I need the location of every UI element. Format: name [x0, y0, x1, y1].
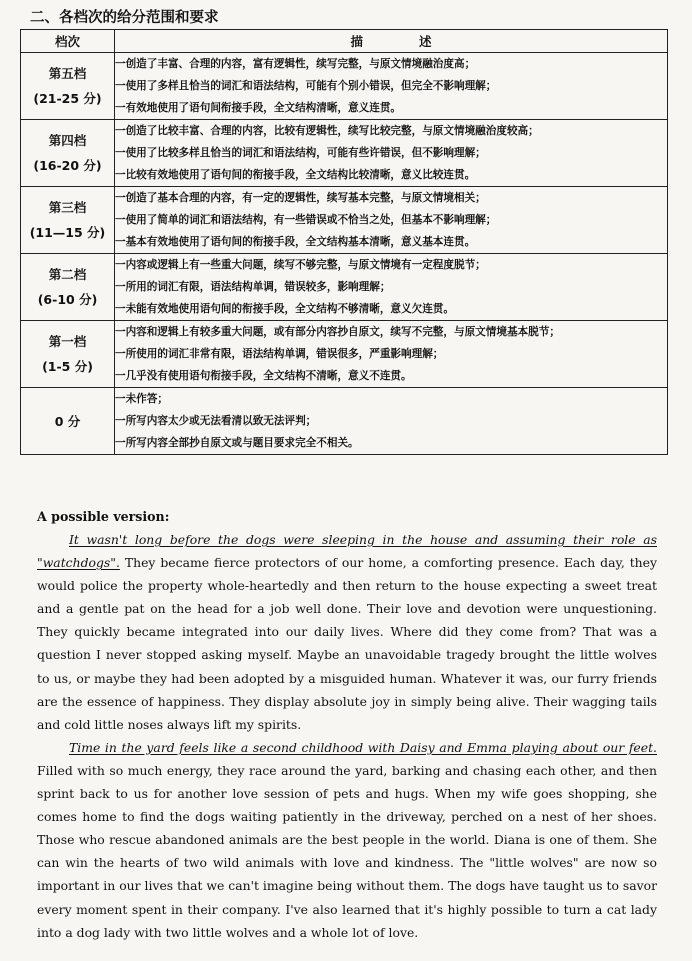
- level-cell: [21, 321, 115, 388]
- level-range: (21-25 分): [33, 91, 102, 106]
- level-range: (11—15 分): [29, 225, 106, 240]
- level-range: (1-5 分): [42, 359, 93, 374]
- description-line: 一内容或逻辑上有一些重大问题，续写不够完整，与原文情境有一定程度脱节；: [115, 259, 486, 271]
- paragraph-body: They became fierce protectors of our home, a comforting presence. Each day, they would police the property whole-heartedly and then return to the house expecting a sweet treat and a gentle pat on the head for a job well done. Their love and devotion were unquestioning. They quickly became integrated into our daily lives. Where did they come from? That was a question I never stopped asking myself. Maybe an unavoidable tragedy brought the little wolves to us, or maybe they had been adopted by a misguided human. Whatever it was, our furry friends are the essence of happiness. They display absolute joy in simply being alive. Their wagging tails and cold little noses always lift my spirits.: [37, 555, 657, 732]
- paragraph-lead-sentence: It wasn't long before the dogs were sleeping in the house and assuming their role as "watchdogs".: [37, 532, 657, 571]
- description-line: 一未能有效地使用语句间的衔接手段，全文结构不够清晰，意义欠连贯。: [115, 303, 454, 315]
- description-cell: [115, 120, 668, 187]
- level-range: (6-10 分): [37, 292, 98, 307]
- level-cell: [21, 388, 115, 455]
- table-row: [21, 120, 668, 187]
- level-name: 0 分: [54, 413, 81, 429]
- description-line: 一几乎没有使用语句衔接手段，全文结构不清晰，意义不连贯。: [115, 370, 412, 382]
- description-line: 一所用的词汇有限，语法结构单调，错误较多，影响理解；: [115, 281, 391, 293]
- table-row: [21, 321, 668, 388]
- description-line: 一所使用的词汇非常有限，语法结构单调，错误很多，严重影响理解；: [115, 348, 444, 360]
- description-cell: [115, 388, 668, 455]
- description-line: 一创造了比较丰富、合理的内容，比较有逻辑性，续写比较完整，与原文情境融治度较高；: [115, 125, 539, 137]
- table-row: [21, 187, 668, 254]
- description-line: 一内容和逻辑上有较多重大问题，或有部分内容抄自原文，续写不完整，与原文情境基本脱节；: [115, 326, 560, 338]
- level-name: 第四档: [48, 133, 87, 148]
- level-name: 第一档: [48, 334, 87, 349]
- description-line: 一使用了简单的词汇和语法结构，有一些错误或不恰当之处，但基本不影响理解；: [115, 214, 497, 226]
- level-name: 第五档: [48, 66, 87, 81]
- level-name: 第二档: [48, 267, 87, 282]
- scoring-rubric-table: [20, 29, 668, 455]
- description-cell: [115, 53, 668, 120]
- table-row: [21, 254, 668, 321]
- paragraph-lead-sentence: Time in the yard feels like a second childhood with Daisy and Emma playing about our feet.: [69, 739, 657, 755]
- description-line: 一使用了多样且恰当的词汇和语法结构，可能有个别小错误，但完全不影响理解；: [115, 80, 497, 92]
- section-title: 二、各档次的给分范围和要求: [30, 10, 219, 26]
- description-line: 一有效地使用了语句间衔接手段，全文结构清晰，意义连贯。: [115, 102, 402, 114]
- paragraph-body: Filled with so much energy, they race around the yard, barking and chasing each other, and then sprint back to us for another love session of pets and hugs. When my wife goes shopping, she comes home to find the dogs waiting patiently in the driveway, perched on a nest of her shoes. Those who rescue abandoned animals are the best people in the world. Diana is one of them. She can win the hearts of two wild animals with love and kindness. The "little wolves" are now so important in our lives that we can't imagine being without them. The dogs have taught us to savor every moment spent in their company. I've also learned that it's highly possible to turn a cat lady into a dog lady with two little wolves and a whole lot of love.: [37, 762, 657, 940]
- description-line: 一使用了比较多样且恰当的词汇和语法结构，可能有些许错误，但不影响理解；: [115, 147, 486, 159]
- description-line: 一基本有效地使用了语句间的衔接手段，全文结构基本清晰，意义基本连贯。: [115, 236, 476, 248]
- header-description: 描述: [115, 30, 668, 53]
- description-line: 一未作答；: [115, 393, 168, 405]
- level-range: (16-20 分): [33, 158, 102, 173]
- level-name: 第三档: [48, 200, 87, 215]
- level-cell: [21, 254, 115, 321]
- table-row: [21, 388, 668, 455]
- description-line: 一比较有效地使用了语句间的衔接手段，全文结构比较清晰，意义比较连贯。: [115, 169, 476, 181]
- description-line: 一创造了丰富、合理的内容，富有逻辑性，续写完整，与原文情境融治度高；: [115, 58, 476, 70]
- description-cell: [115, 254, 668, 321]
- level-cell: [21, 120, 115, 187]
- table-header-row: [21, 30, 668, 53]
- description-cell: [115, 187, 668, 254]
- essay-paragraph: [37, 528, 657, 736]
- level-cell: [21, 187, 115, 254]
- table-row: [21, 53, 668, 120]
- level-cell: [21, 53, 115, 120]
- description-line: 一所写内容太少或无法看清以致无法评判；: [115, 415, 317, 427]
- description-cell: [115, 321, 668, 388]
- essay-paragraph: [37, 736, 657, 944]
- sample-essay: [37, 506, 657, 944]
- description-line: 一所写内容全部抄自原文或与题目要求完全不相关。: [115, 437, 359, 449]
- header-level: 档次: [21, 30, 115, 53]
- description-line: 一创造了基本合理的内容，有一定的逻辑性，续写基本完整，与原文情境相关；: [115, 192, 486, 204]
- essay-heading: A possible version:: [37, 509, 170, 524]
